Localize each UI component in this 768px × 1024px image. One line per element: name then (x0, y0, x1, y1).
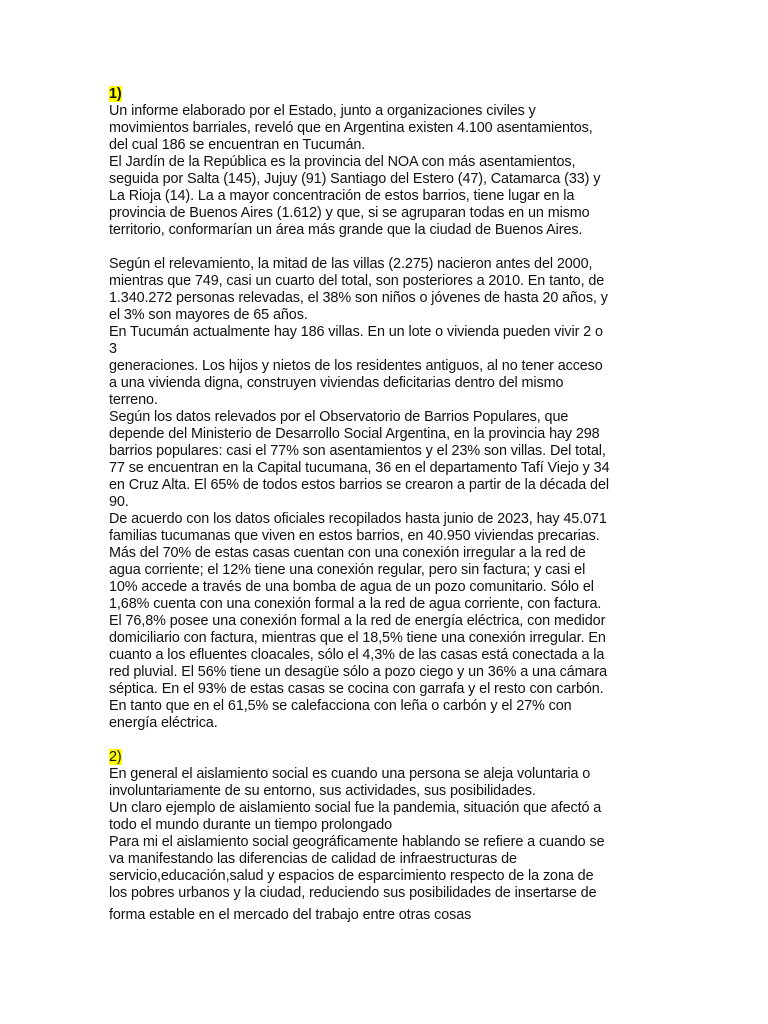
text-line: va manifestando las diferencias de calidad de infraestructuras de (109, 851, 517, 867)
text-line: territorio, conformarían un área más grande que la ciudad de Buenos Aires. (109, 222, 583, 238)
text-line: Un claro ejemplo de aislamiento social fue la pandemia, situación que afectó a (109, 800, 602, 816)
paragraph-gap (109, 239, 659, 256)
text-line: El 76,8% posee una conexión formal a la red de energía eléctrica, con medidor (109, 613, 606, 629)
text-line: cuanto a los efluentes cloacales, sólo el 4,3% de las casas está conectada a la (109, 647, 605, 663)
section-2-last-line: forma estable en el mercado del trabajo entre otras cosas (109, 907, 472, 923)
text-line: depende del Ministerio de Desarrollo Social Argentina, en la provincia hay 298 (109, 426, 600, 442)
text-line: en Cruz Alta. El 65% de todos estos barrios se crearon a partir de la década del (109, 477, 609, 493)
text-line: agua corriente; el 12% tiene una conexión regular, pero sin factura; y casi el (109, 562, 586, 578)
text-line: generaciones. Los hijos y nietos de los residentes antiguos, al no tener acceso (109, 358, 603, 374)
text-line: energía eléctrica. (109, 715, 218, 731)
text-line: seguida por Salta (145), Jujuy (91) Santiago del Estero (47), Catamarca (33) y (109, 171, 601, 187)
text-line: 3 (109, 341, 117, 357)
paragraph (109, 256, 659, 324)
paragraph (109, 511, 659, 732)
text-line: el 3% son mayores de 65 años. (109, 307, 308, 323)
text-line: 1,68% cuenta con una conexión formal a la red de agua corriente, con factura. (109, 596, 602, 612)
paragraph (109, 409, 659, 511)
paragraph (109, 103, 659, 154)
text-line: 90. (109, 494, 129, 510)
text-line: 77 se encuentran en la Capital tucumana, 36 en el departamento Tafí Viejo y 34 (109, 460, 610, 476)
text-line: mientras que 749, casi un cuarto del total, son posteriores a 2010. En tanto, de (109, 273, 605, 289)
text-line: 1.340.272 personas relevadas, el 38% son niños o jóvenes de hasta 20 años, y (109, 290, 608, 306)
text-line: los pobres urbanos y la ciudad, reduciendo sus posibilidades de insertarse de (109, 885, 597, 901)
text-line: Según los datos relevados por el Observatorio de Barrios Populares, que (109, 409, 569, 425)
text-line: involuntariamente de su entorno, sus actividades, sus posibilidades. (109, 783, 536, 799)
section-2-marker: 2) (109, 749, 122, 765)
paragraph (109, 324, 659, 409)
section-1-marker: 1) (109, 86, 122, 102)
text-line: barrios populares: casi el 77% son asentamientos y el 23% son villas. Del total, (109, 443, 606, 459)
text-line: Un informe elaborado por el Estado, junto a organizaciones civiles y (109, 103, 536, 119)
text-line: movimientos barriales, reveló que en Argentina existen 4.100 asentamientos, (109, 120, 593, 136)
text-line: del cual 186 se encuentran en Tucumán. (109, 137, 366, 153)
text-line: red pluvial. El 56% tiene un desagüe sólo a pozo ciego y un 36% a una cámara (109, 664, 608, 680)
text-line: familias tucumanas que viven en estos barrios, en 40.950 viviendas precarias. (109, 528, 600, 544)
text-line: Para mi el aislamiento social geográficamente hablando se refiere a cuando se (109, 834, 605, 850)
text-line: Según el relevamiento, la mitad de las villas (2.275) nacieron antes del 2000, (109, 256, 593, 272)
document-body (109, 86, 659, 924)
text-line: En tanto que en el 61,5% se calefacciona con leña o carbón y el 27% con (109, 698, 572, 714)
text-line: domiciliario con factura, mientras que el 18,5% tiene una conexión irregular. En (109, 630, 606, 646)
paragraph (109, 800, 659, 834)
text-line: En Tucumán actualmente hay 186 villas. En un lote o vivienda pueden vivir 2 o (109, 324, 603, 340)
section-1-text (109, 103, 659, 732)
text-line: 10% accede a través de una bomba de agua de un pozo comunitario. Sólo el (109, 579, 594, 595)
text-line: Más del 70% de estas casas cuentan con una conexión irregular a la red de (109, 545, 586, 561)
section-1-heading (109, 86, 659, 103)
paragraph (109, 154, 659, 239)
text-line: servicio,educación,salud y espacios de esparcimiento respecto de la zona de (109, 868, 594, 884)
text-line: séptica. En el 93% de estas casas se cocina con garrafa y el resto con carbón. (109, 681, 604, 697)
paragraph (109, 766, 659, 800)
text-line: El Jardín de la República es la provincia del NOA con más asentamientos, (109, 154, 576, 170)
text-line: a una vivienda digna, construyen viviendas deficitarias dentro del mismo (109, 375, 564, 391)
text-line: todo el mundo durante un tiempo prolongado (109, 817, 393, 833)
text-line: De acuerdo con los datos oficiales recopilados hasta junio de 2023, hay 45.071 (109, 511, 607, 527)
text-line: terreno. (109, 392, 158, 408)
section-2-text (109, 766, 659, 902)
text-line: provincia de Buenos Aires (1.612) y que, si se agruparan todas en un mismo (109, 205, 590, 221)
section-gap (109, 732, 659, 749)
text-line: La Rioja (14). La a mayor concentración de estos barrios, tiene lugar en la (109, 188, 575, 204)
section-2-heading (109, 749, 659, 766)
text-line: En general el aislamiento social es cuando una persona se aleja voluntaria o (109, 766, 591, 782)
paragraph (109, 834, 659, 902)
